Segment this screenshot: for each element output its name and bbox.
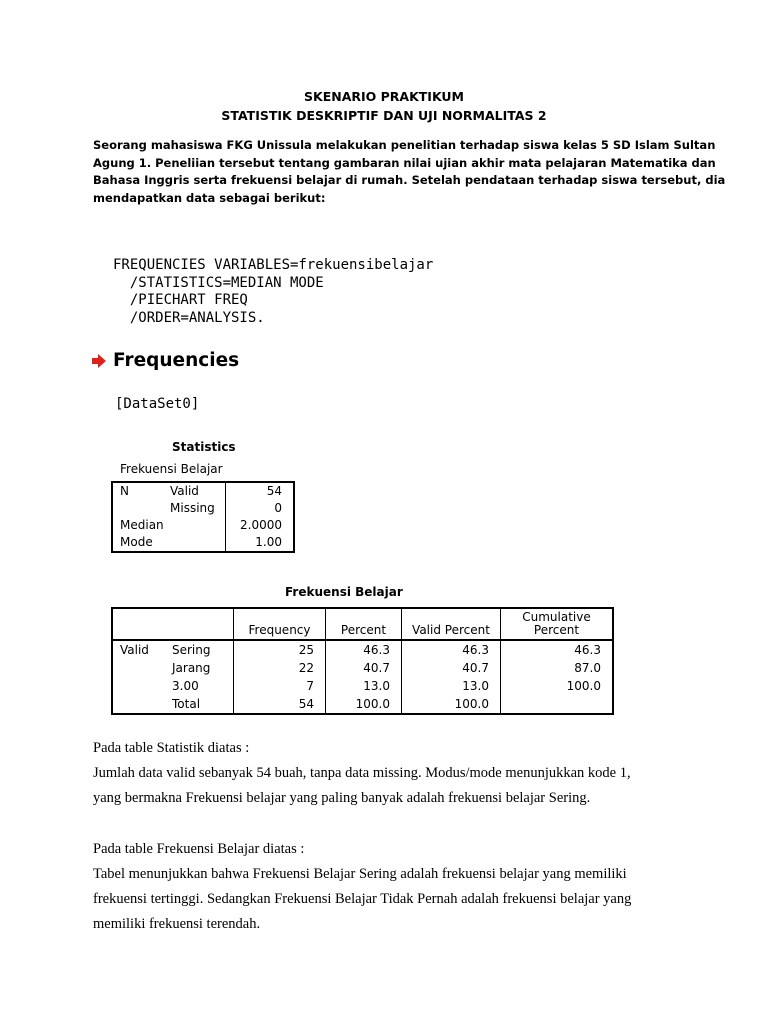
table-row [112,500,294,517]
category-label: 3.00 [172,679,199,693]
frequency-table [111,607,614,715]
frequency-cell: 22 [234,659,326,677]
table-header-row [112,608,613,640]
frequency-cell: 7 [234,677,326,695]
frequency-table-title: Frekuensi Belajar [285,585,403,599]
intro-paragraph [93,137,726,207]
paragraph-line: frekuensi tertinggi. Sedangkan Frekuensi Belajar Tidak Pernah adalah frekuensi belajar yang [93,891,632,907]
row-label [112,500,170,517]
table-row [112,640,613,659]
spss-syntax-block [113,257,433,327]
statistics-explanation [93,736,631,811]
stat-value: 1.00 [226,534,295,552]
table-row [112,695,613,714]
document-title: SKENARIO PRAKTIKUM [304,89,464,104]
syntax-line: /STATISTICS=MEDIAN MODE [113,274,324,291]
table-row [112,482,294,500]
valid-percent-cell: 13.0 [402,677,501,695]
valid-percent-cell: 100.0 [402,695,501,714]
row-label: N [120,484,129,498]
table-row [112,659,613,677]
header-percent: Percent [326,608,402,640]
cumulative-cell: 46.3 [501,640,614,659]
row-label: Mode [120,535,153,549]
group-label [112,659,172,677]
paragraph-line: Pada table Frekuensi Belajar diatas : [93,841,305,857]
table-row [112,677,613,695]
valid-percent-cell: 40.7 [402,659,501,677]
stat-value: 54 [226,482,295,500]
paragraph-line: Tabel menunjukkan bahwa Frekuensi Belajar Sering adalah frekuensi belajar yang memiliki [93,866,627,882]
stat-value: 2.0000 [226,517,295,534]
cumulative-cell: 87.0 [501,659,614,677]
frequency-explanation [93,837,631,937]
intro-line: mendapatkan data sebagai berikut: [93,190,326,205]
percent-cell: 13.0 [326,677,402,695]
row-label: Median [120,518,164,532]
row-sublabel: Valid [170,484,199,498]
syntax-line: /ORDER=ANALYSIS. [113,309,265,326]
valid-percent-cell: 46.3 [402,640,501,659]
intro-line: Agung 1. Peneliian tersebut tentang gambaran nilai ujian akhir mata pelajaran Matematika dan [93,155,716,170]
row-sublabel: Missing [170,501,215,515]
document-subtitle: STATISTIK DESKRIPTIF DAN UJI NORMALITAS 2 [221,108,547,123]
header-frequency: Frequency [234,608,326,640]
paragraph-line: Pada table Statistik diatas : [93,740,250,756]
table-row [112,517,294,534]
frequencies-heading-text: Frequencies [113,350,240,371]
statistics-table [111,481,295,553]
statistics-table-title: Statistics [172,440,236,454]
category-label: Jarang [172,661,211,675]
stat-value: 0 [226,500,295,517]
cumulative-cell: 100.0 [501,677,614,695]
statistics-table-subtitle: Frekuensi Belajar [120,462,223,476]
frequency-cell: 25 [234,640,326,659]
dataset-label: [DataSet0] [115,396,200,412]
intro-line: Bahasa Inggris serta frekuensi belajar di rumah. Setelah pendataan terhadap siswa tersebut, dia [93,173,726,187]
percent-cell: 100.0 [326,695,402,714]
paragraph-line: yang bermakna Frekuensi belajar yang paling banyak adalah frekuensi belajar Sering. [93,790,591,806]
percent-cell: 46.3 [326,640,402,659]
paragraph-line: memiliki frekuensi terendah. [93,916,261,932]
frequencies-heading [92,350,239,371]
syntax-line: FREQUENCIES VARIABLES=frekuensibelajar [113,257,434,273]
header-valid-percent: Valid Percent [402,608,501,640]
group-label [112,695,172,714]
percent-cell: 40.7 [326,659,402,677]
group-label [112,677,172,695]
paragraph-line: Jumlah data valid sebanyak 54 buah, tanpa data missing. Modus/mode menunjukkan kode 1, [93,765,631,781]
cumulative-cell [501,695,614,714]
table-row [112,534,294,552]
intro-line: Seorang mahasiswa FKG Unissula melakukan penelitian terhadap siswa kelas 5 SD Islam Sultan [93,138,716,152]
syntax-line: /PIECHART FREQ [113,292,248,308]
red-arrow-icon [92,354,106,368]
frequency-cell: 54 [234,695,326,714]
group-label: Valid [120,643,149,657]
category-label: Total [172,697,201,711]
header-cumulative-percent: Cumulative Percent [501,608,614,640]
category-label: Sering [172,643,211,657]
